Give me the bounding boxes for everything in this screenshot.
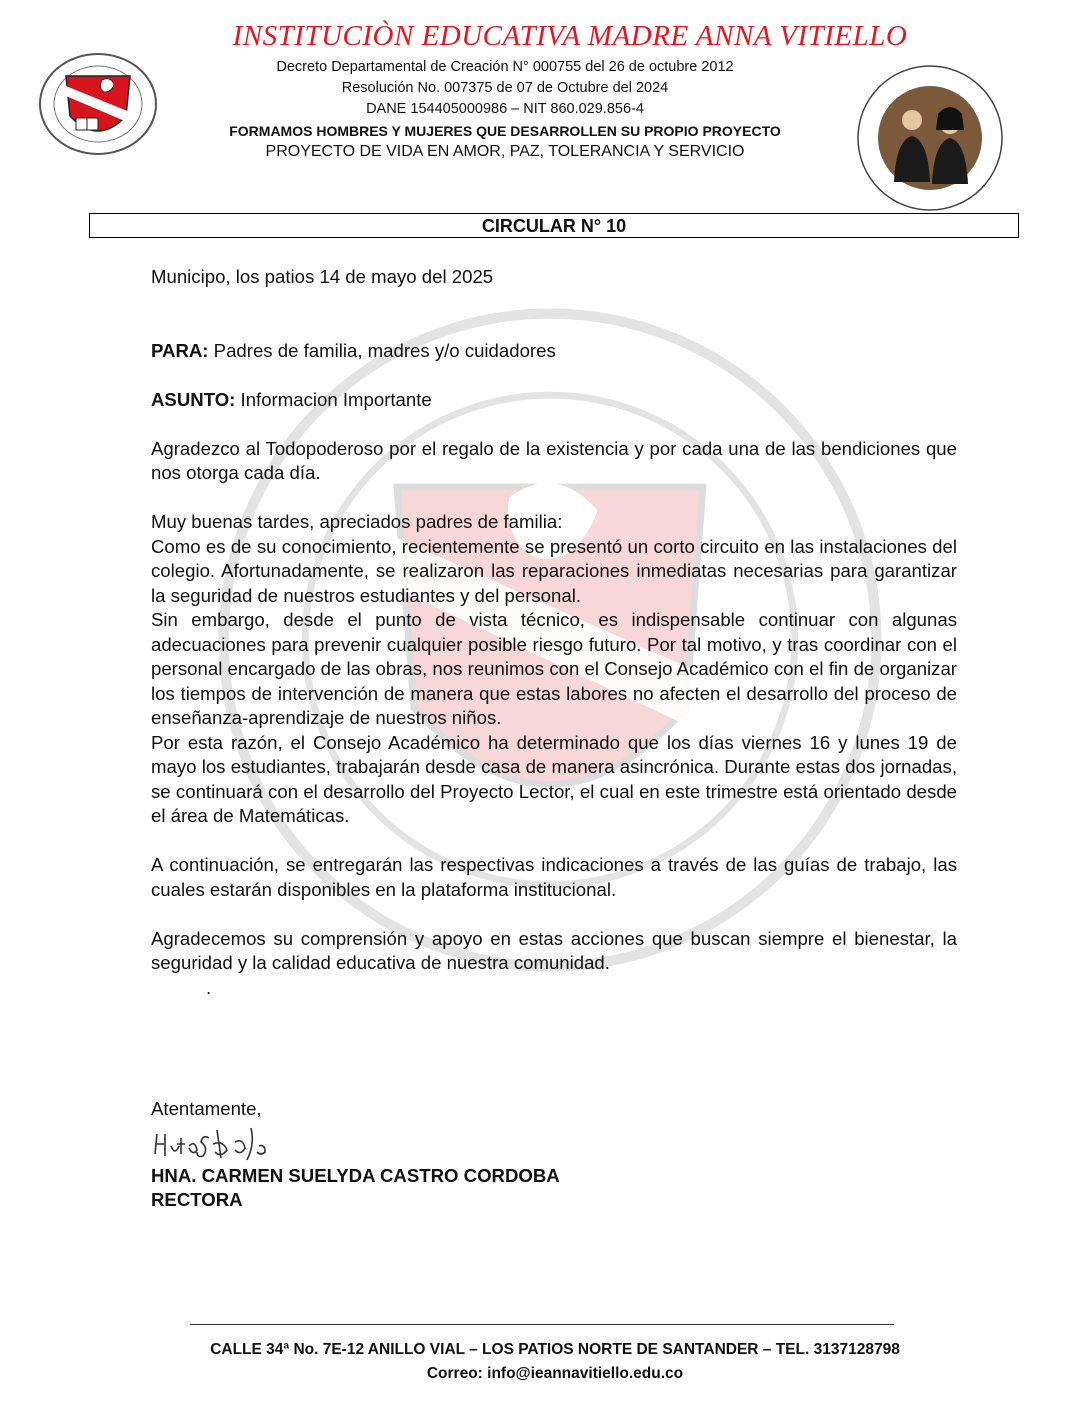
paragraph-however: Sin embargo, desde el punto de vista técnico, es indispensable continuar con algunas adecuaciones para prevenir cualquier posible riesgo futuro. Por tal motivo, y tras coordinar con el personal encargado de las obras, nos reunimos con el Consejo Académico con el fin de organizar los tiempos de intervención de manera que estas labores no afecten el desarrollo del proceso de enseñanza-aprendizaje de nuestros niños. — [151, 609, 957, 728]
signature-block — [151, 1097, 560, 1213]
recipients — [151, 339, 957, 364]
signatory-name: HNA. CARMEN SUELYDA CASTRO CORDOBA — [151, 1164, 560, 1186]
closing: Atentamente, — [151, 1098, 262, 1119]
institution-logo — [36, 50, 160, 158]
paragraph-guides: A continuación, se entregarán las respectivas indicaciones a través de las guías de trabajo, las cuales estarán disponibles en la plataforma institucional. — [151, 854, 957, 900]
letter-body — [151, 265, 957, 1000]
paragraph-circuit: Como es de su conocimiento, recientemente se presentó un corto circuito en las instalaciones del colegio. Afortunadamente, se realizaron las reparaciones inmediatas necesarias para garantizar la seguridad de nuestros estudiantes y del personal. — [151, 535, 957, 606]
footer-divider — [190, 1324, 894, 1325]
resolution: Resolución No. 007375 de 07 de Octubre del 2024 — [341, 80, 669, 96]
paragraph-greeting: Muy buenas tardes, apreciados padres de familia: — [151, 511, 563, 532]
place-date: Municipo, los patios 14 de mayo del 2025 — [151, 266, 494, 287]
handwritten-signature — [151, 1124, 281, 1164]
institution-name: INSTITUCIÒN EDUCATIVA MADRE ANNA VITIELLO — [232, 20, 908, 52]
footer-email: Correo: info@ieannavitiello.edu.co — [426, 1365, 684, 1382]
subject-label: ASUNTO: — [151, 388, 236, 410]
paragraph-reason: Por esta razón, el Consejo Académico ha determinado que los días viernes 16 y lunes 19 de mayo los estudiantes, trabajarán desde casa de manera asincrónica. Durante estas dos jornadas, se continuará con el desarrollo del Proyecto Lector, el cual en este trimestre está orientado desde el área de Matemáticas. — [151, 731, 957, 826]
stray-dot: . — [206, 976, 212, 998]
footer-address: CALLE 34ª No. 7E-12 ANILLO VIAL – LOS PATIOS NORTE DE SANTANDER – TEL. 3137128798 — [210, 1341, 900, 1358]
subject — [151, 388, 957, 413]
life-project: PROYECTO DE VIDA EN AMOR, PAZ, TOLERANCIA Y SERVICIO — [265, 143, 745, 160]
paragraph-thanks: Agradecemos su comprensión y apoyo en estas acciones que buscan siempre el bienestar, la seguridad y la calidad educativa de nuestra comunidad. — [151, 927, 957, 973]
motto: FORMAMOS HOMBRES Y MUJERES QUE DESARROLLEN SU PROPIO PROYECTO — [229, 123, 781, 139]
paragraph-gratitude: Agradezco al Todopoderoso por el regalo de la existencia y por cada una de las bendiciones que nos otorga cada día. — [151, 437, 957, 483]
dane-nit: DANE 154405000986 – NIT 860.029.856-4 — [366, 101, 644, 117]
to-label: PARA: — [151, 339, 209, 361]
to-value: Padres de familia, madres y/o cuidadores — [208, 339, 556, 361]
founders-seal — [850, 62, 1010, 214]
creation-decree: Decreto Departamental de Creación N° 000755 del 26 de octubre 2012 — [276, 59, 734, 75]
footer — [150, 1338, 960, 1386]
signatory-role: RECTORA — [151, 1189, 243, 1210]
circular-title: CIRCULAR N° 10 — [89, 213, 1019, 238]
subject-value: Informacion Importante — [235, 388, 432, 410]
